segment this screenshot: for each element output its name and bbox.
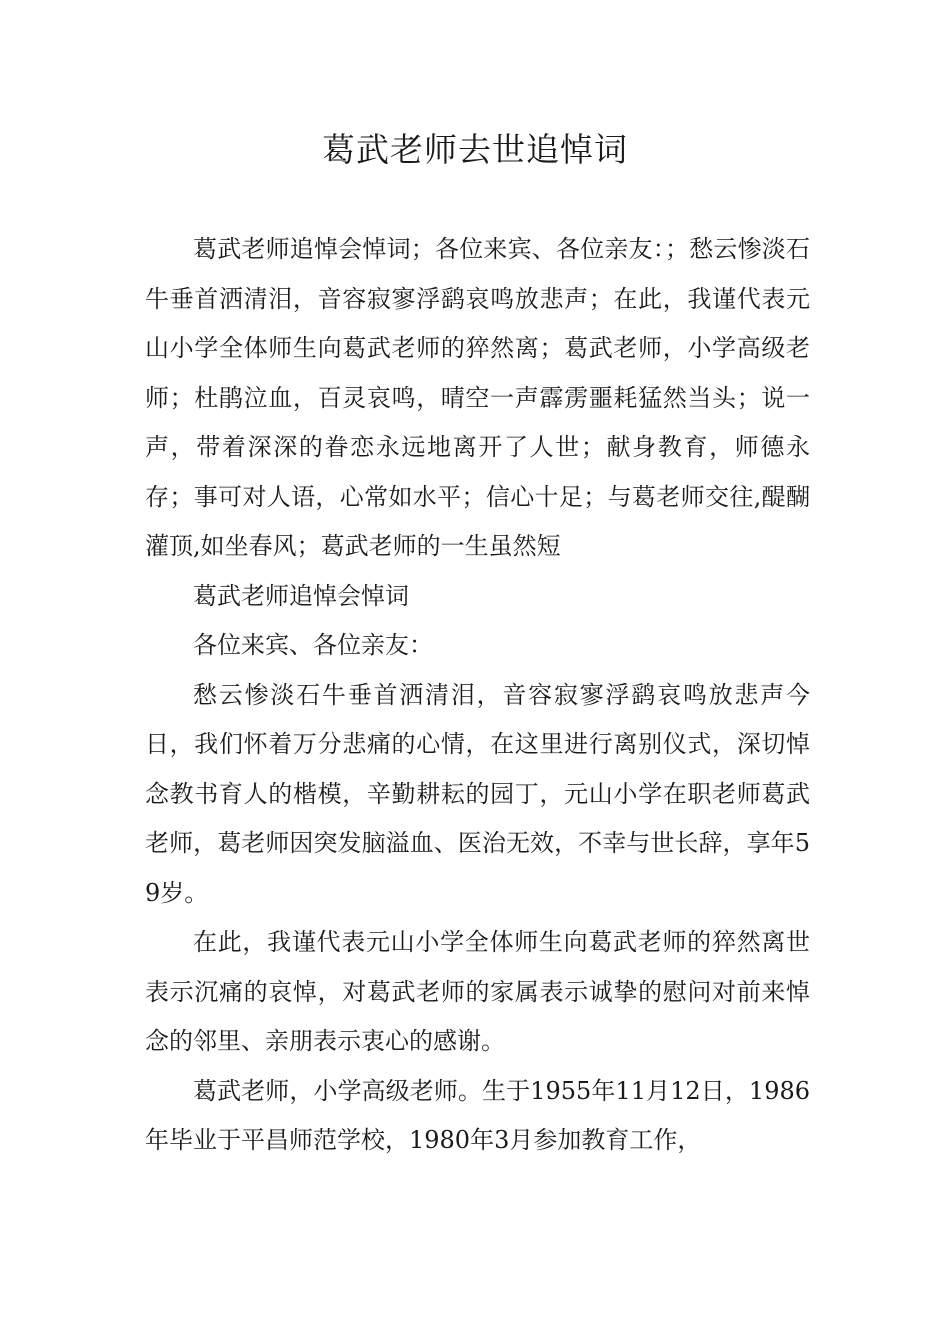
paragraph-summary: 葛武老师追悼会悼词；各位来宾、各位亲友：；愁云惨淡石牛垂首洒清泪，音容寂寥浮鹞哀鸣放悲声；在此，我谨代表元山小学全体师生向葛武老师的猝然离；葛武老师，小学高级老师；杜鹃泣血，百灵哀鸣，晴空一声霹雳噩耗猛然当头；说一声，带着深深的眷恋永远地离开了人世；献身教育，师德永存；事可对人语，心常如水平；信心十足；与葛老师交往,醍醐灌顶,如坐春风；葛武老师的一生虽然短 [145, 235, 810, 560]
paragraph-biography: 葛武老师，小学高级老师。生于1955年11月12日，1986 年毕业于平昌师范学校，1980年3月参加教育工作， [145, 1076, 810, 1154]
document-title: 葛武老师去世追悼词 [322, 130, 628, 169]
paragraph-heading: 葛武老师追悼会悼词 [193, 581, 409, 610]
paragraph-opening: 愁云惨淡石牛垂首洒清泪，音容寂寥浮鹞哀鸣放悲声今日，我们怀着万分悲痛的心情，在这里进行离别仪式，深切悼念教书育人的楷模，辛勤耕耘的园丁，元山小学在职老师葛武老师，葛老师因突发脑溢血、医治无效，不幸与世长辞，享年59岁。 [145, 680, 810, 907]
document-body [145, 225, 810, 1166]
paragraph-condolence: 在此，我谨代表元山小学全体师生向葛武老师的猝然离世表示沉痛的哀悼，对葛武老师的家属表示诚挚的慰问对前来悼念的邻里、亲朋表示衷心的感谢。 [145, 928, 810, 1055]
paragraph-greeting: 各位来宾、各位亲友： [193, 631, 433, 659]
